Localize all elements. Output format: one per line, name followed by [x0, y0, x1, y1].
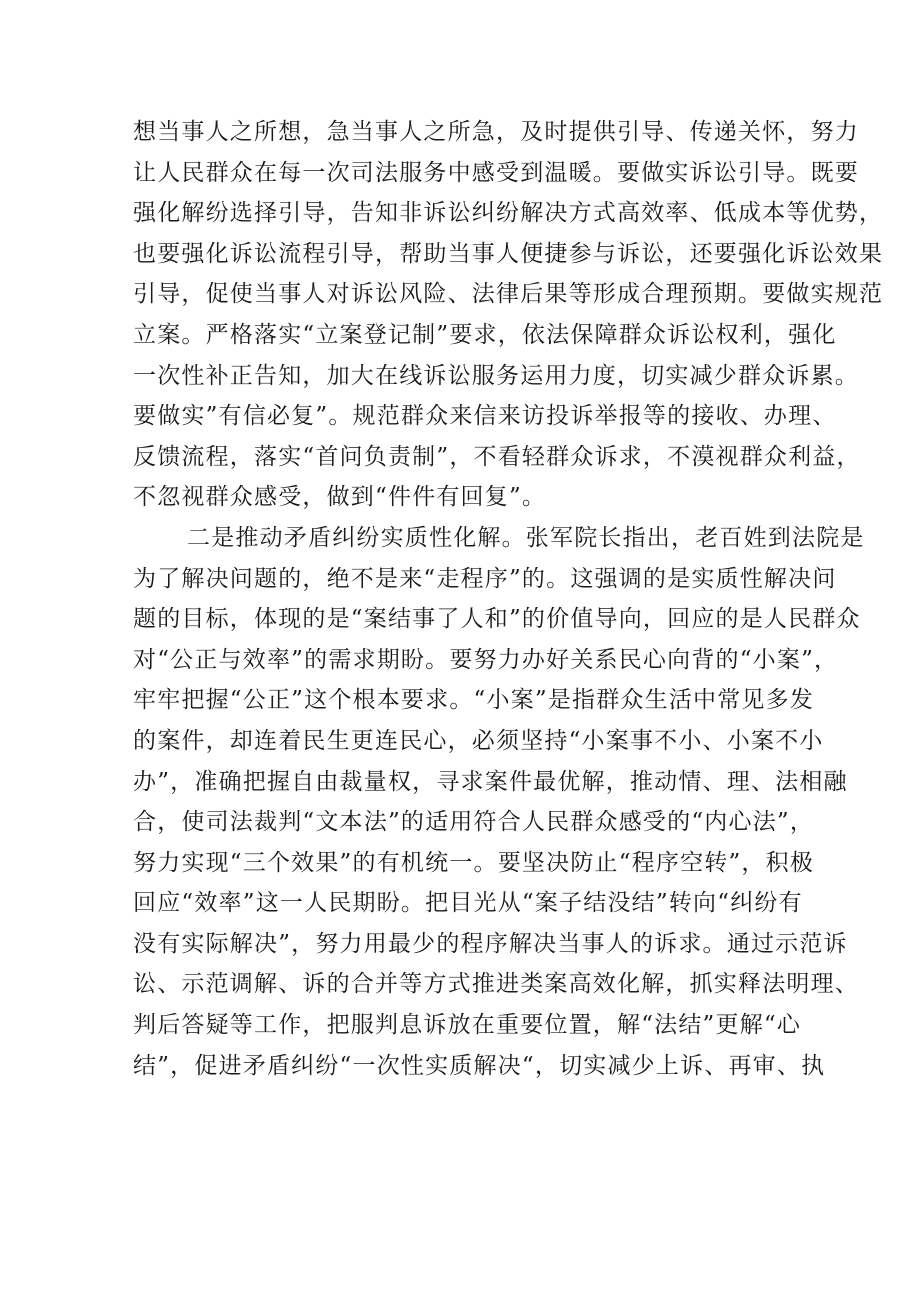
paragraph-line: 结”，促进矛盾纠纷“一次性实质解决“，切实减少上诉、再审、执	[133, 1052, 826, 1079]
paragraph-line: 一次性补正告知，加大在线诉讼服务运用力度，切实减少群众诉累。	[133, 362, 859, 389]
paragraph-line: 牢牢把握“公正”这个根本要求。“小案”是指群众生活中常见多发	[133, 687, 815, 714]
paragraph-line: 讼、示范调解、诉的合并等方式推进类案高效化解，抓实释法明理、	[133, 971, 859, 998]
paragraph-line: 要做实”有信必复”。规范群众来信来访投诉举报等的接收、办理、	[133, 403, 837, 430]
paragraph-line: 不忽视群众感受，做到“件件有回复”。	[133, 484, 547, 511]
paragraph-line: 想当事人之所想，急当事人之所急，及时提供引导、传递关怀，努力	[133, 119, 859, 145]
paragraph-line: 让人民群众在每一次司法服务中感受到温暖。要做实诉讼引导。既要	[133, 159, 859, 186]
paragraph-line: 强化解纷选择引导，告知非诉讼纠纷解决方式高效率、低成本等优势，	[133, 200, 884, 227]
paragraph-2	[133, 518, 865, 1086]
paragraph-line: 没有实际解决”，努力用最少的程序解决当事人的诉求。通过示范诉	[133, 930, 848, 957]
paragraph-line: 办”，准确把握自由裁量权，寻求案件最优解，推动情、理、法相融	[133, 768, 848, 795]
document-body	[133, 112, 884, 1086]
paragraph-line: 为了解决问题的，绝不是来“走程序”的。这强调的是实质性解决问	[133, 565, 837, 592]
paragraph-line: 题的目标，体现的是“案结事了人和”的价值导向，回应的是人民群众	[133, 606, 861, 633]
paragraph-1	[133, 112, 884, 518]
paragraph-line: 反馈流程，落实“首问负责制”，不看轻群众诉求，不漠视群众利益，	[133, 443, 861, 470]
paragraph-line: 的案件，却连着民生更连民心，必须坚持“小案事不小、小案不小	[133, 727, 824, 754]
paragraph-line: 也要强化诉讼流程引导，帮助当事人便捷参与诉讼，还要强化诉讼效果	[133, 240, 884, 267]
paragraph-line: 合，使司法裁判“文本法”的适用符合人民群众感受的“内心法”，	[133, 809, 815, 836]
paragraph-line: 引导，促使当事人对诉讼风险、法律后果等形成合理预期。要做实规范	[133, 281, 884, 308]
paragraph-line: 对“公正与效率”的需求期盼。要努力办好关系民心向背的“小案”，	[133, 646, 839, 673]
paragraph-line: 判后答疑等工作，把服判息诉放在重要位置，解“法结”更解“心	[133, 1012, 802, 1039]
paragraph-line: 努力实现“三个效果”的有机统一。要坚决防止“程序空转”，积极	[133, 849, 815, 876]
paragraph-line: 二是推动矛盾纠纷实质性化解。张军院长指出，老百姓到法院是	[187, 524, 865, 551]
paragraph-line: 立案。严格落实“立案登记制”要求，依法保障群众诉讼权利，强化	[133, 321, 837, 348]
paragraph-line: 回应“效率”这一人民期盼。把目光从“案子结没结”转向“纠纷有	[133, 890, 803, 917]
